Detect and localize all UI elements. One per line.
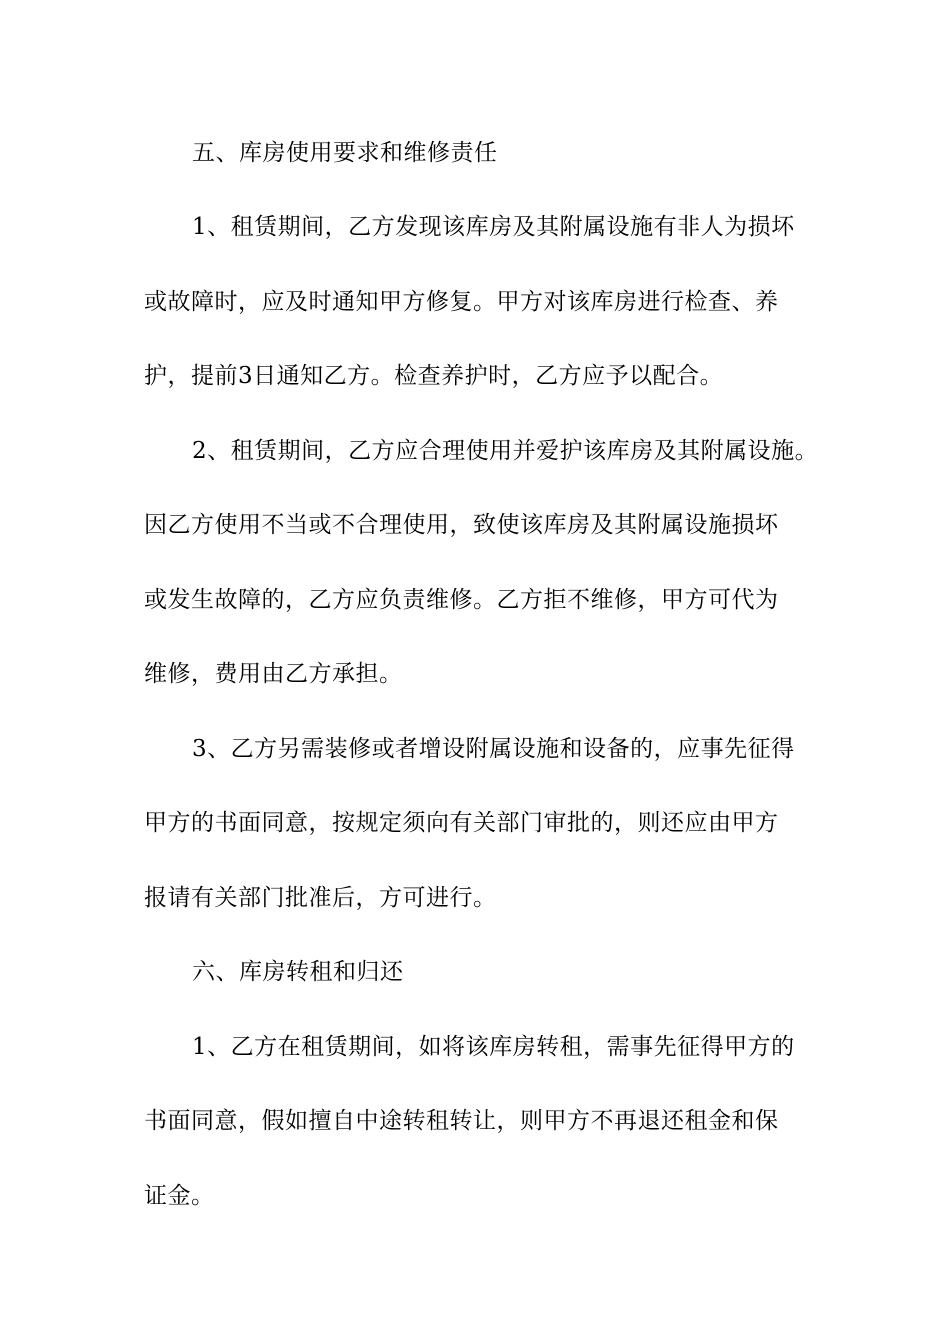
paragraph-line: 甲方的书面同意，按规定须向有关部门审批的，则还应由甲方 bbox=[144, 810, 779, 836]
paragraph-line: 证金。 bbox=[144, 1183, 215, 1209]
paragraph-line: 维修，费用由乙方承担。 bbox=[144, 661, 403, 687]
paragraph-line: 书面同意，假如擅自中途转租转让，则甲方不再退还租金和保 bbox=[144, 1108, 779, 1134]
paragraph-line: 或发生故障的，乙方应负责维修。乙方拒不维修，甲方可代为 bbox=[144, 587, 779, 613]
paragraph-line: 2、租赁期间，乙方应合理使用并爱护该库房及其附属设施。 bbox=[192, 438, 819, 464]
paragraph-line: 或故障时，应及时通知甲方修复。甲方对该库房进行检查、养 bbox=[144, 289, 779, 315]
paragraph-line: 因乙方使用不当或不合理使用，致使该库房及其附属设施损坏 bbox=[144, 512, 779, 538]
paragraph-line: 3、乙方另需装修或者增设附属设施和设备的，应事先征得 bbox=[192, 736, 795, 762]
paragraph-line: 1、乙方在租赁期间，如将该库房转租，需事先征得甲方的 bbox=[192, 1034, 795, 1060]
paragraph-line: 1、租赁期间，乙方发现该库房及其附属设施有非人为损坏 bbox=[192, 214, 795, 240]
paragraph-line: 护，提前3日通知乙方。检查养护时，乙方应予以配合。 bbox=[144, 363, 724, 389]
section-heading-5: 五、库房使用要求和维修责任 bbox=[192, 140, 498, 166]
section-heading-6: 六、库房转租和归还 bbox=[192, 959, 404, 985]
paragraph-line: 报请有关部门批准后，方可进行。 bbox=[144, 885, 497, 911]
